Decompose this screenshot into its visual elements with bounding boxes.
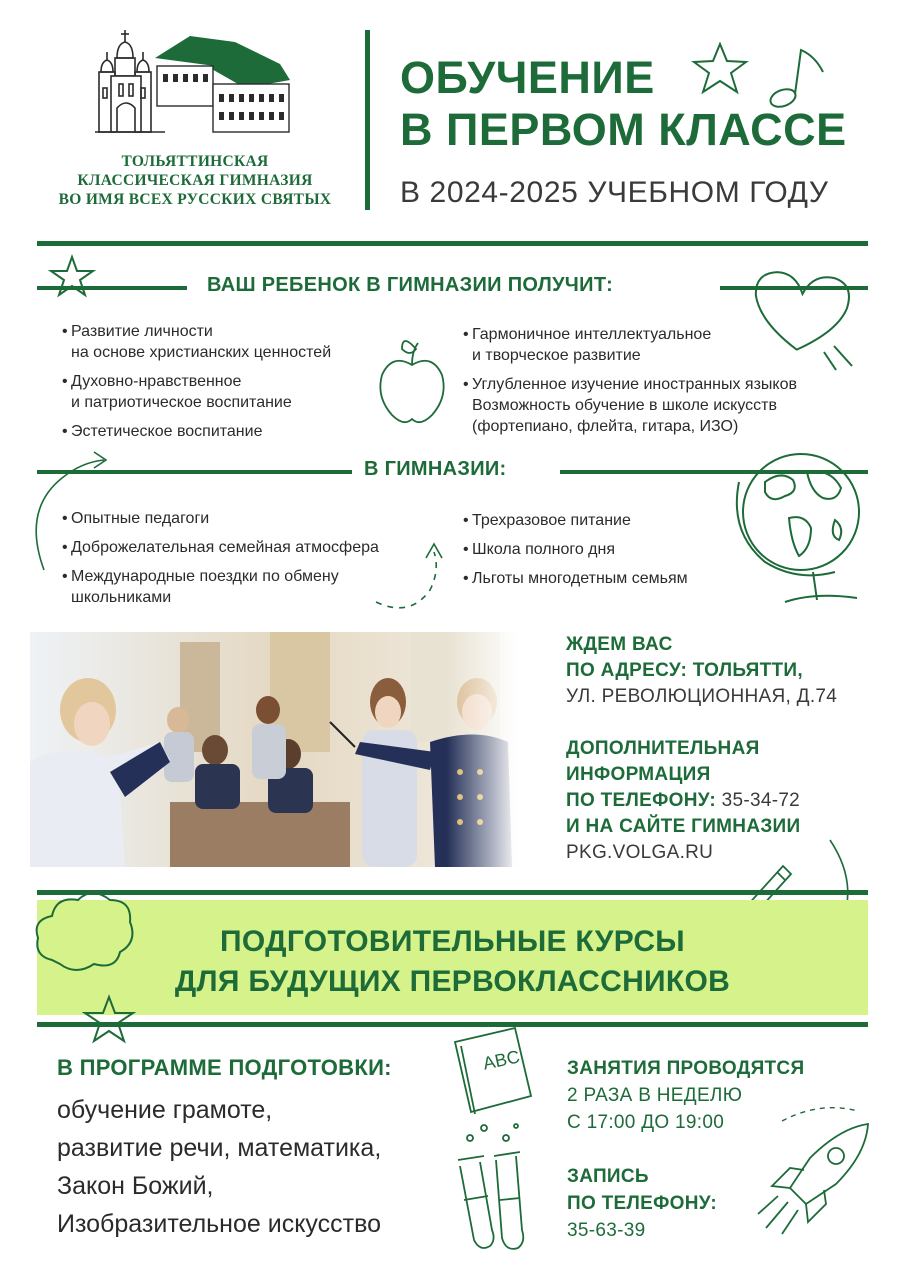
list-item: • Трехразовое питание	[463, 510, 763, 531]
dashed-line-icon	[780, 1105, 860, 1125]
benefits-heading: ВАШ РЕБЕНОК В ГИМНАЗИИ ПОЛУЧИТ:	[195, 274, 625, 297]
rocket-icon	[750, 1110, 885, 1250]
section-rule-left	[37, 286, 187, 290]
list-item: • Эстетическое воспитание	[62, 421, 392, 442]
signup-heading-1: ЗАПИСЬ	[567, 1166, 649, 1187]
gymnasium-heading: В ГИМНАЗИИ:	[352, 458, 519, 481]
signup-heading-2: ПО ТЕЛЕФОНУ:	[567, 1193, 717, 1214]
schedule-heading: ЗАНЯТИЯ ПРОВОДЯТСЯ	[567, 1058, 805, 1079]
title-line-2: В ПЕРВОМ КЛАССЕ	[400, 104, 847, 155]
header-subtitle: В 2024-2025 УЧЕБНОМ ГОДУ	[400, 176, 829, 209]
logo-line-3: ВО ИМЯ ВСЕХ РУССКИХ СВЯТЫХ	[58, 191, 332, 208]
banner-line-1: ПОДГОТОВИТЕЛЬНЫЕ КУРСЫ	[220, 925, 685, 958]
info-phone[interactable]: 35-34-72	[721, 790, 801, 811]
list-item: • Школа полного дня	[463, 539, 763, 560]
program-line-4: Изобразительное искусство	[57, 1210, 381, 1238]
list-item: • Доброжелательная семейная атмосфера	[62, 537, 442, 558]
church-building-icon	[95, 28, 295, 143]
banner-line-2: ДЛЯ БУДУЩИХ ПЕРВОКЛАССНИКОВ	[174, 965, 731, 998]
star-icon	[82, 994, 136, 1044]
music-note-icon	[765, 42, 835, 112]
program-heading: В ПРОГРАММЕ ПОДГОТОВКИ:	[57, 1055, 392, 1080]
info-heading-1: ДОПОЛНИТЕЛЬНАЯ	[566, 738, 760, 759]
title-line-1: ОБУЧЕНИЕ	[400, 52, 655, 103]
address-heading-1: ЖДЕМ ВАС	[566, 634, 673, 655]
info-phone-label: ПО ТЕЛЕФОНУ:	[566, 790, 716, 811]
program-line-3: Закон Божий,	[57, 1172, 214, 1200]
list-item: • Международные поездки по обмену школьниками	[62, 566, 442, 608]
test-tubes-icon	[450, 1120, 545, 1260]
program-block	[57, 1055, 477, 1243]
list-item: • Гармоничное интеллектуальное и творческое развитие	[463, 324, 863, 366]
logo-line-2: КЛАССИЧЕСКАЯ ГИМНАЗИЯ	[77, 172, 313, 189]
info-heading-2: ИНФОРМАЦИЯ	[566, 764, 711, 785]
info-site-label: И НА САЙТЕ ГИМНАЗИИ	[566, 816, 801, 837]
students-photo	[30, 632, 520, 867]
globe-icon	[725, 432, 870, 617]
gymnasium-logo	[50, 28, 340, 218]
list-item: • Развитие личности на основе христианских ценностей	[62, 321, 392, 363]
dashed-arrow-icon	[370, 530, 450, 615]
address-street: УЛ. РЕВОЛЮЦИОННАЯ, Д.74	[566, 686, 838, 707]
apple-icon	[372, 335, 452, 430]
divider-line	[37, 241, 868, 246]
book-label: ABC	[481, 1046, 522, 1074]
address-heading-2: ПО АДРЕСУ: ТОЛЬЯТТИ,	[566, 660, 803, 681]
schedule-time: С 17:00 ДО 19:00	[567, 1112, 725, 1133]
program-line-1: обучение грамоте,	[57, 1096, 273, 1124]
gymnasium-right-list	[463, 510, 763, 597]
cloud-icon	[30, 882, 140, 977]
program-line-2: развитие речи, математика,	[57, 1134, 382, 1162]
signup-phone[interactable]: 35-63-39	[567, 1220, 646, 1241]
schedule-frequency: 2 РАЗА В НЕДЕЛЮ	[567, 1085, 743, 1106]
divider-line	[37, 890, 868, 895]
list-item: • Духовно-нравственное и патриотическое воспитание	[62, 371, 392, 413]
benefits-left-list	[62, 321, 392, 450]
book-icon	[445, 1022, 545, 1122]
star-icon	[48, 254, 96, 298]
logo-line-1: ТОЛЬЯТТИНСКАЯ	[121, 153, 269, 170]
courses-banner	[37, 900, 868, 1015]
list-item: • Льготы многодетным семьям	[463, 568, 763, 589]
list-item: • Опытные педагоги	[62, 508, 442, 529]
heart-icon	[742, 262, 862, 372]
info-site-link[interactable]: PKG.VOLGA.RU	[566, 842, 714, 863]
star-icon	[690, 40, 750, 96]
list-item: • Углубленное изучение иностранных языков Возможность обучение в школе искусств (фортепиано, флейта, гитара, ИЗО)	[463, 374, 863, 437]
header-divider	[365, 30, 370, 210]
